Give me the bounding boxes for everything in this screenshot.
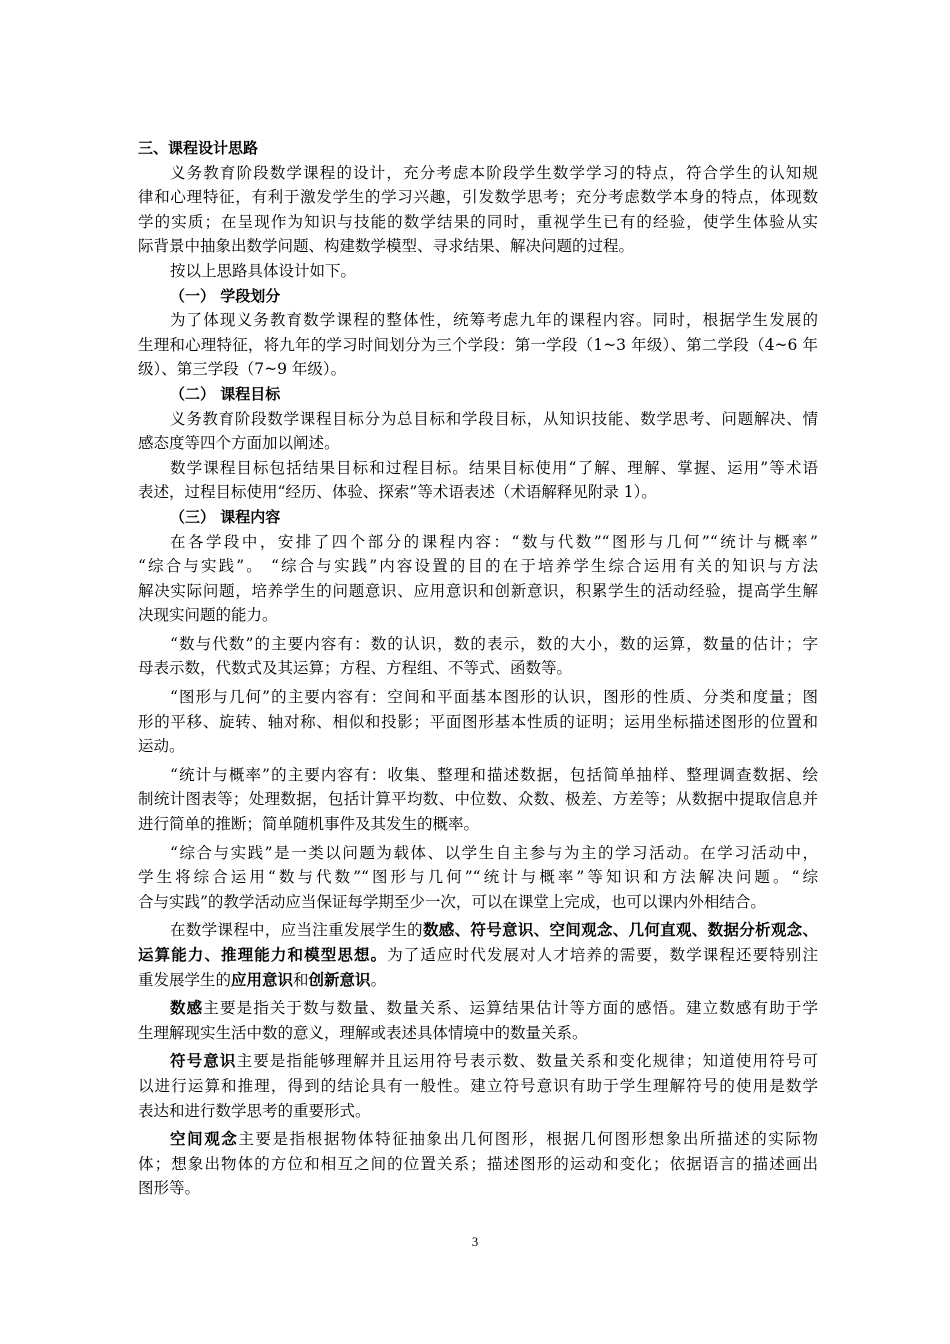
text-line: “数与代数”的主要内容有：数的认识，数的表示，数的大小，数的运算，数量的估计；字	[170, 634, 818, 653]
plain-text: 和	[293, 970, 309, 989]
bold-term: 数感	[170, 999, 204, 1018]
text-line: 决现实问题的能力。	[138, 606, 278, 625]
text-line: “图形与几何”的主要内容有：空间和平面基本图形的认识，图形的性质、分类和度量；图	[170, 688, 818, 707]
text-line: 级）、第三学段（7~9 年级）。	[138, 360, 347, 379]
plain-text: 。	[370, 970, 387, 989]
paragraph-stages	[138, 308, 818, 382]
paragraph-geometry	[138, 685, 818, 759]
text-line: 为了体现义务教育数学课程的整体性，统筹考虑九年的课程内容。同时，根据学生发展的	[170, 311, 818, 330]
text-line: “统计与概率”的主要内容有：收集、整理和描述数据，包括简单抽样、整理调查数据、绘	[170, 765, 818, 784]
plain-text: 重发展学生的	[138, 970, 232, 989]
paragraph-plan: 按以上思路具体设计如下。	[170, 261, 357, 280]
paragraph-design	[138, 161, 818, 259]
text-line: 图形等。	[138, 1179, 201, 1198]
paragraph-goals-1	[138, 407, 818, 456]
paragraph-practice	[138, 841, 818, 915]
text-line	[138, 943, 818, 968]
paragraph-goals-2	[138, 456, 818, 505]
bold-term: 应用意识	[231, 970, 294, 989]
plain-text: 为了适应时代发展对人才培养的需要，数学课程还要特别注	[387, 946, 818, 964]
bold-term: 数感、符号意识、空间观念、几何直观、数据分析观念、	[423, 921, 818, 940]
subsection-heading-goals: （二） 课程目标	[170, 384, 281, 403]
text-line: “综合与实践”。 “综合与实践”内容设置的目的在于培养学生综合运用有关的知识与方法	[138, 557, 818, 576]
text-line: 制统计图表等；处理数据，包括计算平均数、中位数、众数、极差、方差等；从数据中提取信息并	[138, 790, 818, 809]
text-line: 义务教育阶段数学课程的设计，充分考虑本阶段学生数学学习的特点，符合学生的认知规	[170, 163, 818, 182]
subsection-heading-stages: （一） 学段划分	[170, 286, 281, 305]
text-line: 义务教育阶段数学课程目标分为总目标和学段目标，从知识技能、数学思考、问题解决、情	[170, 409, 818, 428]
bold-term: 空间观念	[170, 1130, 239, 1149]
bold-term: 创新意识	[308, 970, 371, 989]
text-line: 际背景中抽象出数学问题、构建数学模型、寻求结果、解决问题的过程。	[138, 237, 635, 256]
text-line	[138, 1127, 818, 1152]
text-line: 表述，过程目标使用“经历、体验、探索”等术语表述（术语解释见附录 1）。	[138, 483, 657, 502]
text-line: 进行简单的推断；简单随机事件及其发生的概率。	[138, 815, 480, 834]
text-line	[138, 1049, 818, 1074]
paragraph-core-concepts	[138, 918, 818, 992]
text-line: 母表示数，代数式及其运算；方程、方程组、不等式、函数等。	[138, 659, 573, 678]
text-line: 生理解现实生活中数的意义，理解或表述具体情境中的数量关系。	[138, 1023, 588, 1042]
text-line: 体；想象出物体的方位和相互之间的位置关系；描述图形的运动和变化；依据语言的描述画出	[138, 1154, 818, 1173]
text-line	[138, 918, 818, 943]
text-line: “综合与实践”是一类以问题为载体、以学生自主参与为主的学习活动。在学习活动中，	[170, 843, 818, 862]
bold-term: 符号意识	[170, 1052, 237, 1071]
text-line: 学的实质；在呈现作为知识与技能的数学结果的同时，重视学生已有的经验，使学生体验从实	[138, 212, 818, 231]
bold-term: 运算能力、推理能力和模型思想。	[138, 946, 388, 964]
plain-text: 主要是指根据物体特征抽象出几何图形，根据几何图形想象出所描述的实际物	[238, 1130, 818, 1149]
plain-text: 主要是指关于数与数量、数量关系、运算结果估计等方面的感悟。建立数感有助于学	[203, 999, 818, 1018]
text-line: 在各学段中，安排了四个部分的课程内容：“数与代数”“图形与几何”“统计与概率”	[170, 532, 818, 551]
text-line: 数学课程目标包括结果目标和过程目标。结果目标使用“了解、理解、掌握、运用”等术语	[170, 458, 818, 477]
text-line: 解决实际问题，培养学生的问题意识、应用意识和创新意识，积累学生的活动经验，提高学生解	[138, 581, 818, 600]
paragraph-number-sense	[138, 996, 818, 1045]
text-line: 律和心理特征，有利于激发学生的学习兴趣，引发数学思考；充分考虑数学本身的特点，体现数	[138, 188, 818, 207]
paragraph-statistics	[138, 763, 818, 837]
text-line: 学生将综合运用“数与代数”“图形与几何”“统计与概率”等知识和方法解决问题。“综	[138, 868, 818, 887]
page-number: 3	[471, 1234, 479, 1249]
text-line: 合与实践”的教学活动应当保证每学期至少一次，可以在课堂上完成，也可以课内外相结合。	[138, 892, 766, 911]
plain-text: 主要是指能够理解并且运用符号表示数、数量关系和变化规律；知道使用符号可	[236, 1052, 818, 1071]
text-line: 表达和进行数学思考的重要形式。	[138, 1101, 371, 1120]
text-line: 感态度等四个方面加以阐述。	[138, 434, 340, 453]
paragraph-spatial-concept	[138, 1127, 818, 1201]
text-line: 生理和心理特征，将九年的学习时间划分为三个学段：第一学段（1~3 年级）、第二学段（4~6 年	[138, 335, 818, 354]
paragraph-content	[138, 530, 818, 628]
paragraph-algebra	[138, 632, 818, 681]
paragraph-symbol-sense	[138, 1049, 818, 1123]
section-heading-design: 三、课程设计思路	[138, 139, 259, 157]
text-line: 形的平移、旋转、轴对称、相似和投影；平面图形基本性质的证明；运用坐标描述图形的位置和	[138, 712, 818, 731]
text-line: 运动。	[138, 737, 185, 756]
subsection-heading-content: （三） 课程内容	[170, 507, 281, 526]
plain-text: 在数学课程中，应当注重发展学生的	[170, 921, 423, 940]
text-line: 以进行运算和推理，得到的结论具有一般性。建立符号意识有助于学生理解符号的使用是数学	[138, 1076, 818, 1095]
text-line	[138, 968, 818, 993]
page-content	[138, 136, 818, 1201]
text-line	[138, 996, 818, 1021]
